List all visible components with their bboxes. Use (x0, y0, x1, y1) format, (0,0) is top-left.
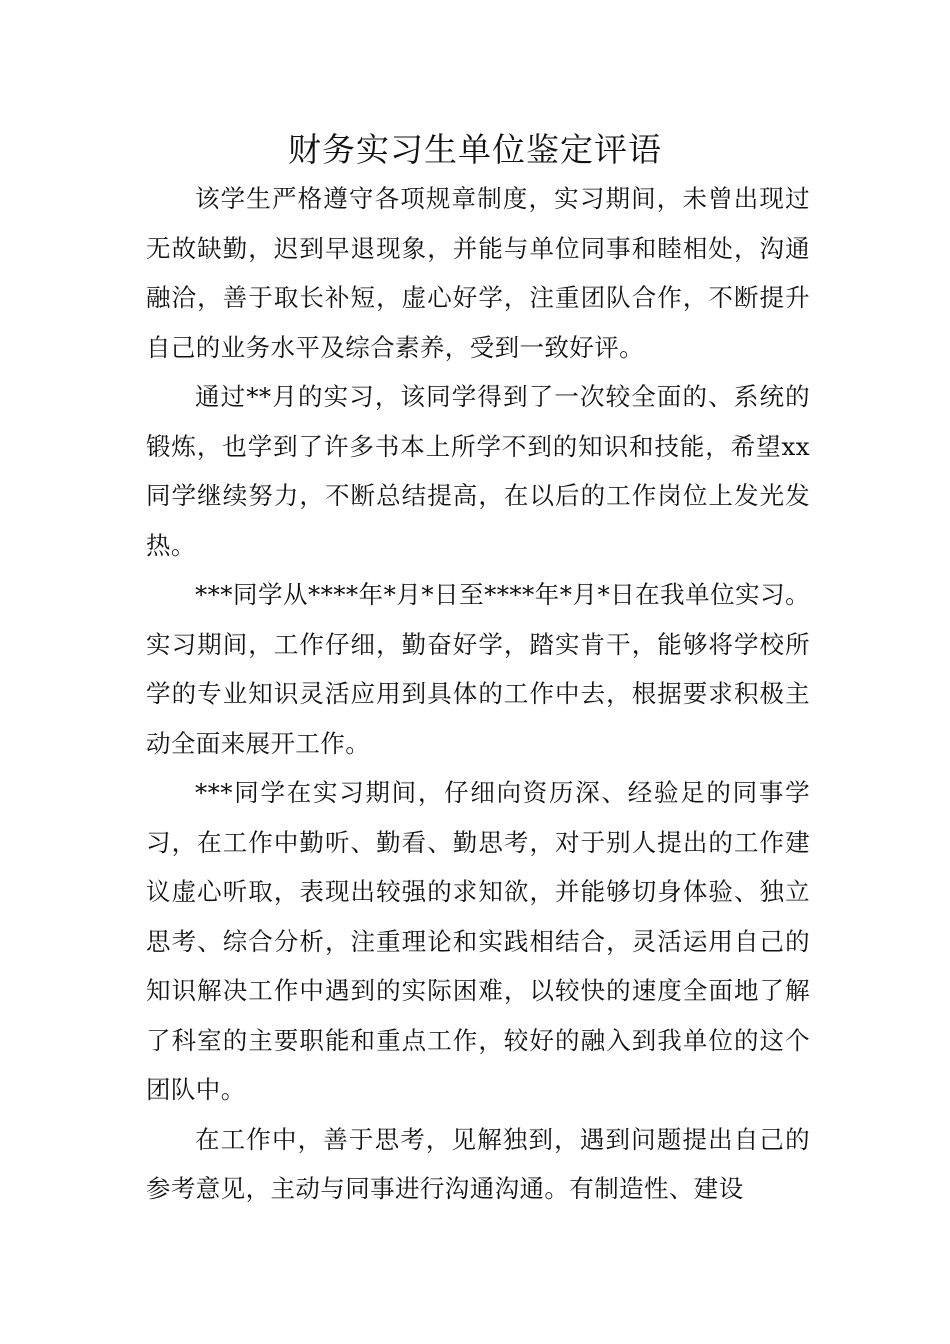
paragraph-3: ***同学从****年*月*日至****年*月*日在我单位实习。实习期间，工作仔细，勤奋好学，踏实肯干，能够将学校所学的专业知识灵活应用到具体的工作中去，根据要求积极主动全面来展开工作。 (146, 580, 810, 758)
paragraph-1: 该学生严格遵守各项规章制度，实习期间，未曾出现过无故缺勤，迟到早退现象，并能与单位同事和睦相处，沟通融洽，善于取长补短，虚心好学，注重团队合作，不断提升自己的业务水平及综合素养，受到一致好评。 (146, 184, 810, 362)
paragraph-5: 在工作中，善于思考，见解独到，遇到问题提出自己的参考意见，主动与同事进行沟通沟通。有制造性、建设 (146, 1124, 810, 1203)
paragraph-4: ***同学在实习期间，仔细向资历深、经验足的同事学习，在工作中勤听、勤看、勤思考，对于别人提出的工作建议虚心听取，表现出较强的求知欲，并能够切身体验、独立思考、综合分析，注重理论和实践相结合，灵活运用自己的知识解决工作中遇到的实际困难，以较快的速度全面地了解了科室的主要职能和重点工作，较好的融入到我单位的这个团队中。 (146, 778, 810, 1104)
document-title: 财务实习生单位鉴定评语 (288, 130, 662, 169)
document-body (146, 174, 810, 1214)
paragraph-2: 通过**月的实习，该同学得到了一次较全面的、系统的锻炼，也学到了许多书本上所学不到的知识和技能，希望xx同学继续努力，不断总结提高，在以后的工作岗位上发光发热。 (146, 382, 810, 560)
